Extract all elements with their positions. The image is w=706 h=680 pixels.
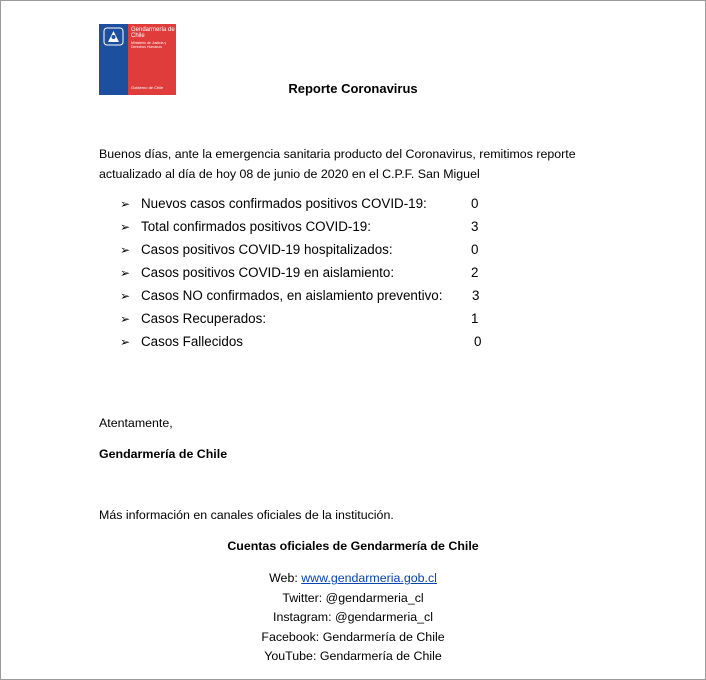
signature: Gendarmería de Chile bbox=[99, 447, 228, 461]
arrow-bullet-icon: ➢ bbox=[120, 335, 131, 349]
closing-text: Atentamente, bbox=[99, 416, 173, 430]
case-value: 2 bbox=[471, 265, 479, 280]
arrow-bullet-icon: ➢ bbox=[120, 312, 131, 326]
logo-government: Gobierno de Chile bbox=[131, 85, 164, 90]
web-line bbox=[0, 569, 706, 589]
logo-brand: Gendarmería de Chile bbox=[131, 27, 175, 39]
case-value: 0 bbox=[474, 334, 482, 349]
contacts-block bbox=[0, 569, 706, 667]
case-label: Nuevos casos confirmados positivos COVID-19: bbox=[141, 196, 427, 211]
case-label: Casos NO confirmados, en aislamiento preventivo: bbox=[141, 288, 443, 303]
intro-paragraph: Buenos días, ante la emergencia sanitaria producto del Coronavirus, remitimos reporte actualizado al día de hoy 08 de junio de 2020 en el C.P.F. San Miguel bbox=[99, 147, 576, 181]
accounts-title: Cuentas oficiales de Gendarmería de Chile bbox=[227, 539, 479, 553]
web-link[interactable]: www.gendarmeria.gob.cl bbox=[301, 571, 437, 585]
twitter-line: Twitter: @gendarmeria_cl bbox=[282, 590, 424, 605]
instagram-line: Instagram: @gendarmeria_cl bbox=[273, 610, 433, 624]
arrow-bullet-icon: ➢ bbox=[120, 243, 131, 257]
logo-subtitle: Ministerio de Justicia y Derechos Humanos bbox=[131, 41, 167, 49]
facebook-line: Facebook: Gendarmería de Chile bbox=[261, 629, 445, 644]
case-value: 3 bbox=[472, 288, 480, 303]
case-label: Casos Recuperados: bbox=[141, 311, 267, 326]
more-info-text: Más información en canales oficiales de la institución. bbox=[99, 508, 394, 522]
report-title: Reporte Coronavirus bbox=[288, 81, 418, 96]
case-value: 0 bbox=[471, 242, 479, 257]
case-label: Casos positivos COVID-19 en aislamiento: bbox=[141, 265, 395, 280]
arrow-bullet-icon: ➢ bbox=[120, 220, 131, 234]
arrow-bullet-icon: ➢ bbox=[120, 266, 131, 280]
case-label: Total confirmados positivos COVID-19: bbox=[141, 219, 371, 234]
youtube-line: YouTube: Gendarmería de Chile bbox=[264, 649, 442, 663]
case-label: Casos positivos COVID-19 hospitalizados: bbox=[141, 242, 393, 257]
arrow-bullet-icon: ➢ bbox=[120, 197, 131, 211]
arrow-bullet-icon: ➢ bbox=[120, 289, 131, 303]
case-value: 0 bbox=[471, 196, 479, 211]
case-value: 1 bbox=[471, 311, 479, 326]
case-label: Casos Fallecidos bbox=[141, 334, 243, 349]
shield-icon bbox=[103, 27, 124, 47]
case-value: 3 bbox=[471, 219, 479, 234]
web-label: Web: bbox=[269, 571, 302, 585]
